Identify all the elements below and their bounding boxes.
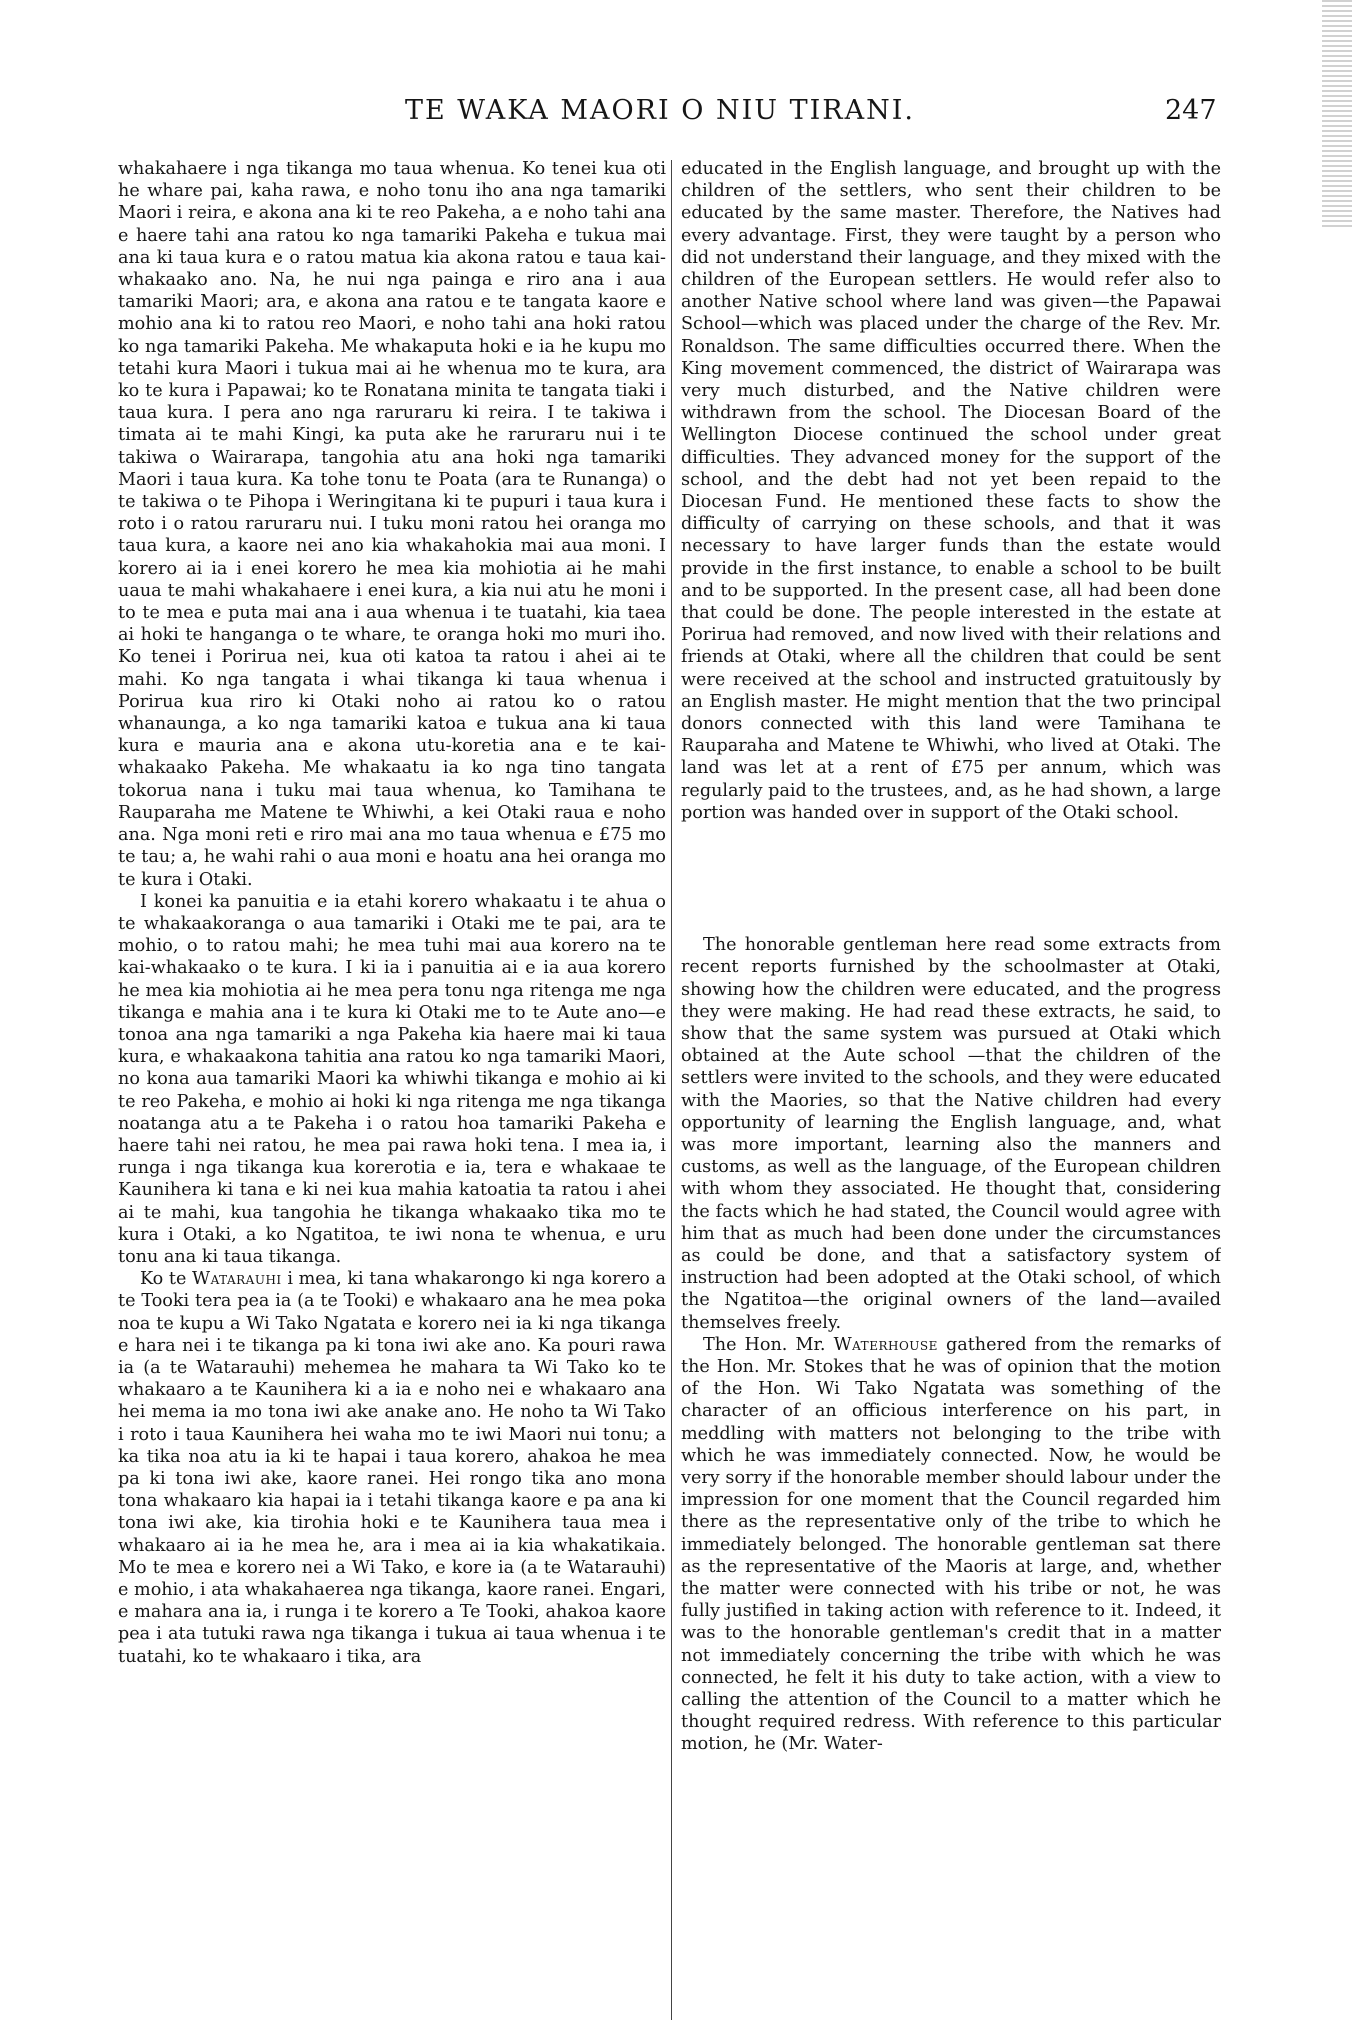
page-number: 247 [1165, 95, 1217, 126]
column-divider [671, 160, 672, 2020]
speaker-name: Waterhouse [833, 1334, 938, 1355]
paragraph-body: gathered from the remarks of the Hon. Mr. Stokes that he was of opinion that the motion of the Hon. Wi Tako Ngatata was something of the character of an officious interference on his part, in meddling with matters not belonging to the tribe with which he was immediately connected. Now, he would be very sorry if the honorable member should labour under the impression for one moment that the Council regarded him there as the representative only of the tribe to which he immediately belonged. The honorable gentleman sat there as the representative of the Maoris at large, and, whether the matter were connected with his tribe or not, he was fully justified in taking action with reference to it. Indeed, it was to the honorable gentleman's credit that in a matter not immediately concerning the tribe with which he was connected, he felt it his duty to take action, with a view to calling the attention of the Council to a matter which he thought required redress. With reference to this particular motion, he (Mr. Water- [681, 1334, 1221, 1755]
paragraph: educated in the English language, and brought up with the children of the settlers, who sent their children to be educated by the same master. Therefore, the Natives had every advantage. First, they were taught by a person who did not understand their language, and they mixed with the children of the European settlers. He would refer also to another Native school where land was given—the Papawai School—which was placed under the charge of the Rev. Mr. Ronaldson. The same difficulties occurred there. When the King movement commenced, the district of Wairarapa was very much disturbed, and the Native children were withdrawn from the school. The Diocesan Board of the Wellington Diocese continued the school under great difficulties. They advanced money for the support of the school, and the debt had not yet been repaid to the Diocesan Fund. He mentioned these facts to show the difficulty of carrying on these schools, and that it was necessary to have larger funds than the estate would provide in the first instance, to enable a school to be built and to be supported. In the present case, all had been done that could be done. The people interested in the estate at Porirua had removed, and now lived with their relations and friends at Otaki, where all the children that could be sent were received at the school and instructed gratuitously by an English master. He might mention that the two principal donors connected with this land were Tamihana te Rauparaha and Matene te Whiwhi, who lived at Otaki. The land was let at a rent of £75 per annum, which was regularly paid to the trustees, and, as he had shown, a large portion was handed over in support of the Otaki school. [681, 159, 1221, 823]
paragraph: I konei ka panuitia e ia etahi korero whakaatu i te ahua o te whakaakoranga o aua tamariki i Otaki me te pai, ara te mohio, o to ratou mahi; he mea tuhi mai aua korero na te kai-whakaako o te kura. I ki ia i panuitia ai e ia aua korero he mea kia mohiotia ai he mea pera tonu nga ritenga me nga tikanga e mahia ana i te kura ki Otaki me to te Aute ano—e tonoa ana nga tamariki a nga Pakeha kia haere mai ki taua kura, e whakaakona tahitia ana ratou ko nga tamariki Maori, no kona aua tamariki Maori ka whiwhi tikanga e mohio ai ki te reo Pakeha, e mohio ai hoki ki nga ritenga me nga tikanga noatanga atu a te Pakeha i o ratou hoa tamariki Pakeha e haere tahi nei ratou, he mea pai rawa hoki tena. I mea ia, i runga i nga tikanga kua korerotia e ia, tera e whakaae te Kaunihera ki tana e ki nei kua mahia katoatia ta ratou i ahei ai te mahi, kua tangohia he tikanga whakaako tika mo te kura i Otaki, a ko Ngatitoa, te iwi nona te whenua, e uru tonu ana ki taua tikanga. [118, 891, 666, 1267]
paragraph-lead: Ko te [140, 1269, 187, 1290]
paragraph [118, 1268, 666, 1668]
paragraph-lead: The Hon. Mr. [703, 1334, 826, 1355]
running-title: TE WAKA MAORI O NIU TIRANI. [405, 95, 915, 126]
paragraph [681, 1334, 1221, 1756]
speaker-name: Watarauhi [192, 1269, 282, 1290]
page-header [0, 95, 1352, 135]
paragraph: whakahaere i nga tikanga mo taua whenua. Ko tenei kua oti he whare pai, kaha rawa, e noho tonu iho ana nga tamariki Maori i reira, e akona ana ki te reo Pakeha, a e noho tahi ana e haere tahi ana ratou ko nga tamariki Pakeha e tukua mai ana ki taua kura e o ratou matua kia akona ratou e taua kai-whakaako ano. Na, he nui nga painga e riro ana i aua tamariki Maori; ara, e akona ana ratou e te tangata kaore e mohio ana ki to ratou reo Maori, e noho tahi ana hoki ratou ko nga tamariki Pakeha. Me whakaputa hoki e ia he kupu mo tetahi kura Maori i tukua mai ai he whenua mo te kura, ara ko te kura i Papawai; ko te Ronatana minita te tangata tiaki i taua kura. I pera ano nga raruraru ki reira. I te takiwa i timata ai te mahi Kingi, ka puta ake he raruraru nui i te takiwa o Wairarapa, tangohia atu ana hoki nga tamariki Maori i taua kura. Ka tohe tonu te Poata (ara te Runanga) o te takiwa o te Pihopa i Weringitana ki te pupuri i taua kura i roto i o ratou raruraru nui. I tuku moni ratou hei oranga mo taua kura, a kaore nei ano kia whakahokia mai aua moni. I korero ai ia i enei korero he mea kia mohiotia ai he mahi uaua te mahi whakahaere i enei kura, a kia nui atu he moni i to te mea e puta mai ana i aua whenua i te tuatahi, kia taea ai hoki te hanganga o te whare, te oranga hoki mo muri iho. Ko tenei i Porirua nei, kua oti katoa ta ratou i ahei ai te mahi. Ko nga tangata i whai tikanga ki taua whenua i Porirua kua riro ki Otaki noho ai ratou ko o ratou whanaunga, a ko nga tamariki katoa e tukua ana ki taua kura e mauria ana e akona utu-koretia ana e te kai-whakaako Pakeha. Me whakaatu ia ko nga tino tangata tokorua nana i tuku mai taua whenua, ko Tamihana te Rauparaha me Matene te Whiwhi, a kei Otaki raua e noho ana. Nga moni reti e riro mai ana mo taua whenua e £75 mo te tau; a, he wahi rahi o aua moni e hoatu ana hei oranga mo te kura i Otaki. [118, 159, 666, 890]
paragraph: The honorable gentleman here read some extracts from recent reports furnished by the schoolmaster at Otaki, showing how the children were educated, and the progress they were making. He had read these extracts, he said, to show that the same system was pursued at Otaki which obtained at the Aute school —that the children of the settlers were invited to the schools, and they were educated with the Maories, so that the Native children had every opportunity of learning the English language, and, what was more important, learning also the manners and customs, as well as the language, of the European children with whom they associated. He thought that, considering the facts which he had stated, the Council would agree with him that as much had been done under the circumstances as could be done, and that a satisfactory system of instruction had been adopted at the Otaki school, of which the Ngatitoa—the original owners of the land—availed themselves freely. [681, 935, 1221, 1333]
right-column-english-text [681, 158, 1221, 2028]
column-gap [681, 824, 1221, 934]
paragraph-body: i mea, ki tana whakarongo ki nga korero a te Tooki tera pea ia (a te Tooki) e whakaaro ana he mea poka noa te kupu a Wi Tako Ngatata e korero nei ia ki nga tikanga e hara nei i te tikanga pa ki tona iwi ake ano. Ka pouri rawa ia (a te Watarauhi) mehemea he mahara ta Wi Tako ko te whakaaro a te Kaunihera ki a ia e noho nei e whakaaro ana hei mema ia mo tona iwi ake anake ano. He noho ta Wi Tako i roto i taua Kaunihera hei waha mo te iwi Maori nui tonu; a ka tika noa atu ia ki te hapai i taua korero, ahakoa he mea pa ki tona iwi ake, kaore ranei. Hei rongo tika ano mona tona whakaaro kia hapai ia i tetahi tikanga kaore e pa ana ki tona iwi ake, kia tirohia hoki e te Kaunihera taua mea i whakaaro ai ia he mea he, ara i mea ai ia kia whakatikaia. Mo te mea e korero nei a Wi Tako, e kore ia (a te Watarauhi) e mohio, i ata whakahaerea nga tikanga, kaore ranei. Engari, e mahara ana ia, i runga i te korero a Te Tooki, ahakoa kaore pea i ata tutuki rawa nga tikanga i tukua ai taua whenua i te tuatahi, ko te whakaaro i tika, ara [118, 1269, 666, 1667]
left-column-maori-text [118, 158, 666, 2028]
